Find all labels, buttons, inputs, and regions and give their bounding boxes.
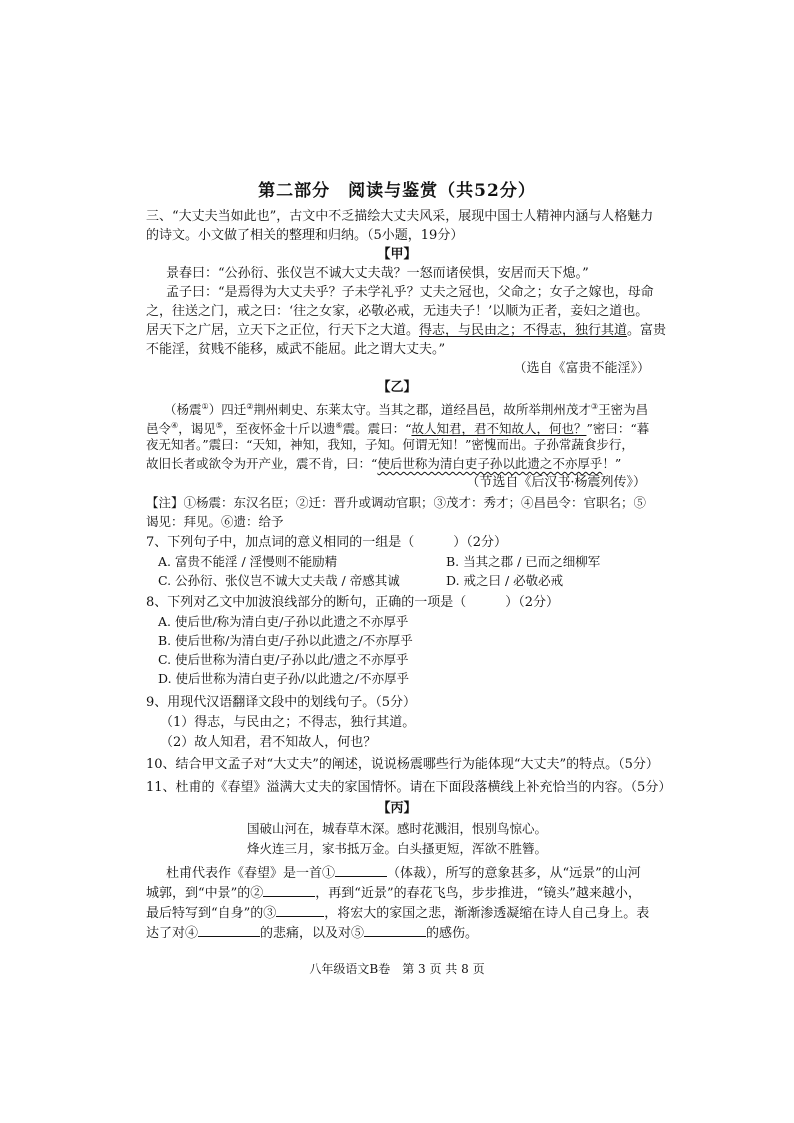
note-mark-2: ② <box>246 402 254 411</box>
jia-line4-end: 。富贵 <box>627 323 667 338</box>
page-title: 第二部分 阅读与鉴赏（共52分） <box>258 181 536 201</box>
yi-text: （杨震 <box>164 402 202 418</box>
jia-line4-text: 居天下之广居，立天下之正位，行天下之大道。 <box>146 323 420 338</box>
yi-line4 <box>146 455 621 473</box>
blank-2[interactable] <box>263 882 315 897</box>
jia-line4 <box>146 322 666 340</box>
q10-stem: 10、结合甲文孟子对“大丈夫”的阐述，说说杨震哪些行为能体现“大丈夫”的特点。（5分） <box>146 757 659 772</box>
q9-stem: 9、用现代汉语翻译文段中的划线句子。（5分） <box>146 695 417 710</box>
yi-underlined-sentence: 故人知君，君不知故人，何也？ <box>411 421 587 437</box>
passage-bing-header: 【丙】 <box>377 801 417 816</box>
note-mark-3: ③ <box>590 402 599 411</box>
notes-line1: 【注】①杨震：东汉名臣；②迁：晋升或调动官职；③茂才：秀才；④昌邑令：官职名；⑤ <box>146 495 647 510</box>
q11-text: （体裁），所写的意象甚多，从“远景”的山河 <box>387 866 641 881</box>
yi-text: ，至夜怀金十斤以遗 <box>222 421 336 437</box>
q11-text: 城郭，到“中景”的② <box>146 886 264 901</box>
q11-para-line4 <box>146 922 478 943</box>
blank-3[interactable] <box>276 902 324 917</box>
yi-wavy-sentence: 使后世称为清白吏子孙以此遗之不亦厚乎 <box>377 456 603 471</box>
q3-intro-line2: 的诗文。小文做了相关的整理和归纳。（5小题，19分） <box>146 228 464 243</box>
yi-source: （节选自《后汉书·杨震列传》） <box>466 475 646 490</box>
q11-text: ，再到“近景”的春花飞鸟，步步推进，“镜头”越来越小， <box>315 886 641 901</box>
q8-option-b[interactable]: B. 使后世称/为清白吏/子孙以此遗之/不亦厚乎 <box>158 633 413 648</box>
yi-text: ”密曰：“暮 <box>586 421 650 437</box>
yi-text: 邑令 <box>146 421 172 437</box>
yi-text: ！” <box>602 456 622 471</box>
q11-text: 达了对④ <box>146 926 199 941</box>
q7-option-a[interactable]: A. 富贵不能淫 / 淫慢则不能励精 <box>158 554 338 569</box>
poem-line1: 国破山河在，城春草木深。感时花溅泪，恨别鸟惊心。 <box>246 821 547 836</box>
poem-line2: 烽火连三月，家书抵万金。白头搔更短，浑欲不胜簪。 <box>246 841 547 856</box>
q7-option-c[interactable]: C. 公孙衍、张仪岂不诚大丈夫哉 / 帝感其诚 <box>158 573 400 588</box>
yi-line3: 夜无知者。”震曰：“天知，神知，我知，子知。何谓无知！”密愧而出。子孙常蔬食步行， <box>146 437 634 452</box>
blank-4[interactable] <box>198 922 260 937</box>
jia-source: （选自《富贵不能淫》） <box>513 361 650 376</box>
jia-line3: 之，往送之门，戒之曰：‘往之女家，必敬必戒，无违夫子！’以顺为正者，妾妇之道也。 <box>146 304 649 319</box>
note-mark-4: ④ <box>171 421 179 430</box>
yi-text: ）四迁 <box>208 402 247 418</box>
q3-intro-line1: 三、“大丈夫当如此也”，古文中不乏描绘大丈夫风采，展现中国士人精神内涵与人格魅力 <box>146 209 654 224</box>
q11-text: 最后特写到“自身”的③ <box>146 906 277 921</box>
q9-sentence-1: （1）得志，与民由之；不得志，独行其道。 <box>160 715 416 730</box>
q8-option-a[interactable]: A. 使后世/称为清白吏/子孙以此遗之不亦厚乎 <box>158 614 409 629</box>
blank-5[interactable] <box>364 922 426 937</box>
q11-para-line3 <box>146 902 649 923</box>
q8-stem: 8、下列对乙文中加波浪线部分的断句，正确的一项是（ ）（2分） <box>146 595 560 610</box>
q11-text: 的悲痛，以及对⑤ <box>260 926 365 941</box>
q7-stem: 7、下列句子中，加点词的意义相同的一组是（ ）（2分） <box>146 535 508 550</box>
q8-option-c[interactable]: C. 使后世称为清白吏/子孙以此/遗之不亦厚乎 <box>158 652 409 667</box>
q11-para-line2 <box>146 882 641 903</box>
q7-option-b[interactable]: B. 当其之郡 / 已而之细柳军 <box>446 554 601 569</box>
page-footer: 八年级语文B卷 第 3 页 共 8 页 <box>309 962 485 976</box>
q9-sentence-2: （2）故人知君，君不知故人，何也？ <box>160 735 377 750</box>
jia-line5: 不能淫，贫贱不能移，威武不能屈。此之谓大丈夫。” <box>146 342 446 357</box>
blank-1[interactable] <box>335 862 387 877</box>
yi-text: 震。震曰：“ <box>342 421 412 437</box>
jia-line2: 孟子曰：“是焉得为大丈夫乎？子未学礼乎？丈夫之冠也，父命之；女子之嫁也，母命 <box>166 285 654 300</box>
yi-text: 王密为昌 <box>598 402 649 418</box>
notes-line2: 谒见：拜见。⑥遗：给予 <box>146 514 284 529</box>
jia-underlined-sentence: 得志，与民由之；不得志，独行其道 <box>419 323 628 338</box>
q7-option-d[interactable]: D. 戒之曰 / 必敬必戒 <box>446 573 564 588</box>
jia-line1: 景春曰：“公孙衍、张仪岂不诚大丈夫哉？一怒而诸侯惧，安居而天下熄。” <box>166 266 589 281</box>
q11-text: ，将宏大的家国之悲，渐渐渗透凝缩在诗人自己身上。表 <box>324 906 650 921</box>
note-mark-6: ⑥ <box>335 421 343 430</box>
note-mark-5: ⑤ <box>215 421 223 430</box>
q11-text: 的感伤。 <box>426 926 479 941</box>
passage-yi-header: 【乙】 <box>377 380 417 395</box>
q11-para-line1 <box>166 862 641 883</box>
yi-text: 荆州刺史、东莱太守。当其之郡，道经昌邑，故所举荆州茂才 <box>253 402 591 418</box>
yi-line1 <box>164 398 648 419</box>
note-mark-1: ① <box>201 402 209 411</box>
q11-text: 杜甫代表作《春望》是一首① <box>166 866 336 881</box>
q11-stem: 11、杜甫的《春望》溢满大丈夫的家国情怀。请在下面段落横线上补充恰当的内容。（5分） <box>146 780 672 795</box>
yi-text: ，谒见 <box>178 421 216 437</box>
yi-line2 <box>146 417 649 438</box>
q8-option-d[interactable]: D. 使后世称为清白吏子孙/以此遗之/不亦厚乎 <box>158 671 409 686</box>
passage-jia-header: 【甲】 <box>377 247 417 262</box>
yi-text: 故旧长者或欲令为开产业，震不肯，曰：“ <box>146 456 378 471</box>
